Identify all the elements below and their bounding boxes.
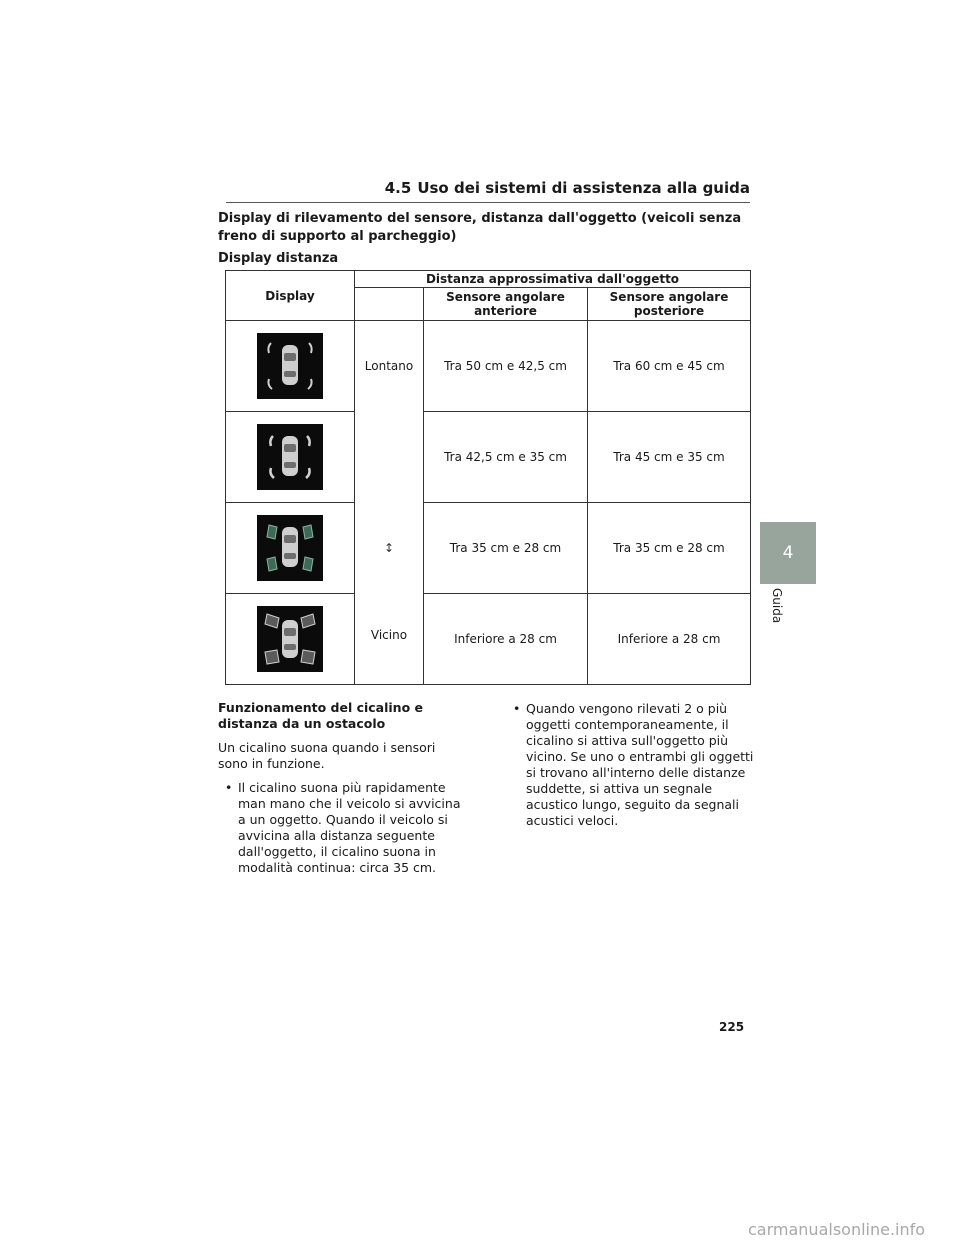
sensor-display-very-near-image [257, 606, 323, 672]
chapter-tab [760, 522, 816, 584]
range-cell [355, 321, 424, 685]
front-distance-cell: Tra 50 cm e 42,5 cm [424, 321, 588, 412]
list-item [506, 701, 754, 829]
watermark: carmanualsonline.info [748, 1220, 926, 1239]
section-title: Uso dei sistemi di assistenza alla guida [417, 179, 750, 197]
front-distance-cell: Inferiore a 28 cm [424, 594, 588, 685]
front-distance-cell: Tra 35 cm e 28 cm [424, 503, 588, 594]
section-title: Funzionamento del cicalino e distanza da un ostacolo [218, 700, 423, 731]
display-cell [226, 412, 355, 503]
bullet-text: Quando vengono rilevati 2 o più oggetti contemporaneamente, il cicalino si attiva sull'oggetto più vicino. Se uno o entrambi gli oggetti si trovano all'interno delle distanze suddette, si attiva un segnale acustico lungo, seguito da segnali acustici veloci. [526, 701, 754, 828]
sensor-display-near-image [257, 515, 323, 581]
display-cell [226, 594, 355, 685]
right-column [506, 701, 754, 829]
table-subheading: Display distanza [218, 251, 339, 266]
distance-table [225, 270, 751, 685]
bullet-icon: • [513, 701, 521, 716]
header-display: Display [226, 271, 355, 321]
rear-distance-cell: Tra 35 cm e 28 cm [588, 503, 751, 594]
chapter-label: Guida [770, 588, 784, 624]
front-distance-cell: Tra 42,5 cm e 35 cm [424, 412, 588, 503]
table-row [226, 594, 751, 685]
rear-distance-cell: Tra 60 cm e 45 cm [588, 321, 751, 412]
bullet-text: Il cicalino suona più rapidamente man mano che il veicolo si avvicina a un oggetto. Quando il veicolo si avvicina alla distanza seguente dall'oggetto, il cicalino suona in modalità continua: circa 35 cm. [238, 780, 461, 875]
table-row [226, 412, 751, 503]
list-item [218, 780, 466, 876]
display-cell [226, 321, 355, 412]
range-far-label: Lontano [364, 359, 414, 373]
rear-distance-cell: Tra 45 cm e 35 cm [588, 412, 751, 503]
page-number: 225 [719, 1020, 745, 1034]
table-row [226, 503, 751, 594]
section-header [226, 178, 750, 203]
range-arrow-icon: ↕ [383, 541, 395, 555]
page-heading: Display di rilevamento del sensore, distanza dall'oggetto (veicoli senza freno di supporto al parcheggio) [218, 211, 742, 244]
chapter-number: 4 [782, 543, 794, 563]
intro-paragraph: Un cicalino suona quando i sensori sono in funzione. [218, 740, 436, 771]
sensor-display-medium-image [257, 424, 323, 490]
table-row [226, 321, 751, 412]
display-cell [226, 503, 355, 594]
range-near-label: Vicino [370, 628, 408, 642]
bullet-icon: • [225, 780, 233, 795]
header-rear-sensor: Sensore angolare posteriore [588, 288, 751, 321]
header-front-sensor: Sensore angolare anteriore [424, 288, 588, 321]
header-range [355, 288, 424, 321]
header-distance-group: Distanza approssimativa dall'oggetto [355, 271, 751, 288]
section-number: 4.5 [384, 179, 412, 197]
left-column [218, 700, 466, 876]
rear-distance-cell: Inferiore a 28 cm [588, 594, 751, 685]
sensor-display-far-image [257, 333, 323, 399]
